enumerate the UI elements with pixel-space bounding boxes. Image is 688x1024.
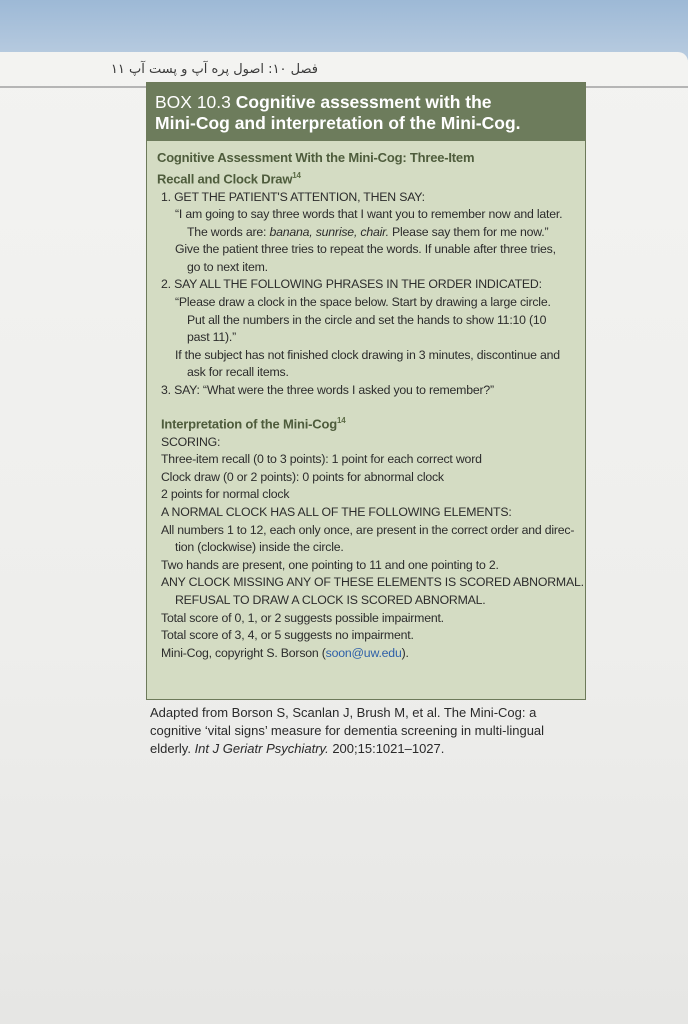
numbers-criterion-line2: tion (clockwise) inside the circle. (175, 540, 344, 555)
footnote-ref: 14 (336, 415, 346, 425)
journal-name: Int J Geriatr Psychiatry. (194, 741, 329, 756)
running-header: فصل ۱۰: اصول پره آپ و پست آپ ۱۱ (110, 62, 318, 77)
copyright-end: ). (401, 645, 409, 660)
step-2-quote-line3: past 11).” (187, 330, 237, 345)
step-1-note-line2: go to next item. (187, 259, 268, 274)
copyright-line (157, 645, 577, 663)
section-title-line1: Cognitive Assessment With the Mini-Cog: Three-Item (157, 150, 475, 165)
box-title (147, 83, 585, 141)
copyright-text: Mini-Cog, copyright S. Borson ( (161, 645, 326, 660)
normal-clock-heading: A NORMAL CLOCK HAS ALL OF THE FOLLOWING ELEMENTS: (161, 504, 512, 519)
refusal-rule: REFUSAL TO DRAW A CLOCK IS SCORED ABNORMAL. (175, 592, 486, 607)
step-1-note-line1: Give the patient three tries to repeat the words. If unable after three tries, (175, 242, 556, 257)
hands-criterion: Two hands are present, one pointing to 11 and one pointing to 2. (161, 557, 499, 572)
step-3: 3. SAY: “What were the three words I asked you to remember?” (161, 383, 494, 398)
caption-elderly: elderly. (150, 741, 195, 756)
clock-scoring-line1: Clock draw (0 or 2 points): 0 points for abnormal clock (161, 469, 444, 484)
scoring-label: SCORING: (161, 434, 221, 449)
words-intro: The words are: (187, 224, 270, 239)
words-request: Please say them for me now.” (388, 224, 549, 239)
box-caption (150, 704, 590, 758)
section-title-assessment (157, 149, 577, 188)
recall-scoring: Three-item recall (0 to 3 points): 1 point for each correct word (161, 452, 482, 467)
total-score-no-impairment: Total score of 3, 4, or 5 suggests no impairment. (161, 628, 414, 643)
box-title-line2: Mini-Cog and interpretation of the Mini-Cog. (155, 113, 521, 133)
words-list: banana, sunrise, chair. (269, 224, 389, 239)
clock-scoring-line2: 2 points for normal clock (161, 487, 290, 502)
box-body (147, 141, 585, 662)
box-title-line1: Cognitive assessment with the (235, 92, 492, 112)
footnote-ref: 14 (292, 170, 301, 180)
caption-line1: Adapted from Borson S, Scanlan J, Brush M, et al. The Mini-Cog: a (150, 705, 537, 720)
section-title-line2: Recall and Clock Draw (157, 170, 293, 186)
step-2: 2. SAY ALL THE FOLLOWING PHRASES IN THE ORDER INDICATED: (161, 277, 542, 292)
top-background-strip (0, 0, 688, 60)
interpretation-title: Interpretation of the Mini-Cog (161, 415, 337, 431)
step-1-quote-line1: “I am going to say three words that I want you to remember now and later. (175, 207, 563, 222)
box-10-3 (146, 82, 586, 700)
step-1-quote-line2 (157, 224, 577, 242)
box-label: BOX 10.3 (155, 92, 231, 112)
missing-elements-rule: ANY CLOCK MISSING ANY OF THESE ELEMENTS IS SCORED ABNORMAL. (161, 575, 584, 590)
step-2-note-line1: If the subject has not finished clock drawing in 3 minutes, discontinue and (175, 347, 560, 362)
total-score-impairment: Total score of 0, 1, or 2 suggests possible impairment. (161, 610, 444, 625)
step-1: 1. GET THE PATIENT'S ATTENTION, THEN SAY: (161, 189, 425, 204)
section-title-interpretation (157, 412, 577, 433)
citation-details: 200;15:1021–1027. (328, 741, 445, 756)
caption-line2: cognitive ‘vital signs’ measure for dementia screening in multi-lingual (150, 723, 545, 738)
caption-line3 (150, 740, 590, 758)
email-link[interactable]: soon@uw.edu (325, 645, 402, 660)
step-2-quote-line1: “Please draw a clock in the space below. Start by drawing a large circle. (175, 295, 551, 310)
step-2-note-line2: ask for recall items. (187, 365, 289, 380)
step-2-quote-line2: Put all the numbers in the circle and set the hands to show 11:10 (10 (187, 312, 547, 327)
numbers-criterion-line1: All numbers 1 to 12, each only once, are present in the correct order and direc- (161, 522, 575, 537)
